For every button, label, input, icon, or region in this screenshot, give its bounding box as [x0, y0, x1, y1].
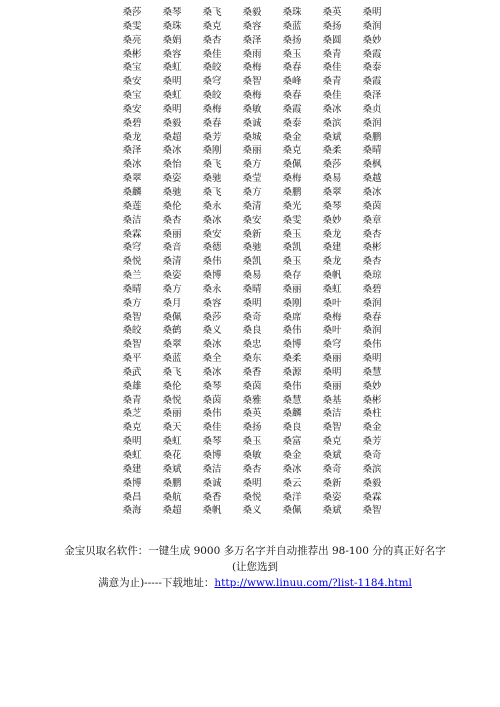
name-cell: 桑琴 — [322, 200, 342, 212]
name-cell: 桑奇 — [322, 463, 342, 475]
name-cell: 桑皎 — [202, 90, 222, 102]
name-cell: 桑冰 — [362, 186, 382, 198]
name-cell: 桑明 — [242, 477, 262, 489]
name-cell: 桑智 — [242, 76, 262, 88]
name-cell: 桑宝 — [122, 90, 142, 102]
name-cell: 桑新 — [322, 477, 342, 489]
name-cell: 桑碧 — [362, 283, 382, 295]
name-cell: 桑克 — [282, 145, 302, 157]
name-cell: 桑叶 — [322, 325, 342, 337]
name-cell: 桑梅 — [282, 173, 302, 185]
name-cell: 桑斌 — [162, 463, 182, 475]
name-cell: 桑易 — [242, 270, 262, 282]
name-cell: 桑莎 — [122, 7, 142, 18]
name-cell: 桑云 — [282, 477, 302, 489]
name-cell: 桑海 — [122, 505, 142, 517]
name-cell: 桑斌 — [322, 131, 342, 143]
name-cell: 桑安 — [242, 214, 262, 226]
name-cell: 桑伟 — [282, 325, 302, 337]
name-cell: 桑穹 — [322, 339, 342, 351]
name-cell: 桑方 — [242, 186, 262, 198]
name-cell: 桑丽 — [322, 380, 342, 392]
name-cell: 桑天 — [162, 422, 182, 434]
name-cell: 桑伟 — [202, 408, 222, 420]
name-cell: 桑丽 — [282, 283, 302, 295]
name-cell: 桑杏 — [202, 34, 222, 46]
name-cell: 桑穹 — [122, 242, 142, 254]
name-cell: 桑冰 — [282, 463, 302, 475]
name-cell: 桑柔 — [282, 353, 302, 365]
name-cell: 桑佳 — [322, 90, 342, 102]
name-cell: 桑雯 — [282, 214, 302, 226]
name-cell: 桑博 — [122, 477, 142, 489]
name-cell: 桑悦 — [122, 256, 142, 268]
name-cell: 桑冰 — [162, 145, 182, 157]
name-cell: 桑飞 — [202, 159, 222, 171]
name-cell: 桑虹 — [122, 450, 142, 461]
name-cell: 桑柔 — [322, 145, 342, 157]
name-cell: 桑杏 — [362, 256, 382, 268]
name-cell: 桑洁 — [322, 408, 342, 420]
name-cell: 桑伟 — [362, 339, 382, 351]
name-cell: 桑诚 — [242, 117, 262, 129]
name-cell: 桑佳 — [322, 62, 342, 74]
name-cell: 桑扬 — [242, 422, 262, 434]
name-cell: 桑雄 — [122, 380, 142, 392]
name-cell: 桑博 — [202, 270, 222, 282]
name-cell: 桑雅 — [242, 394, 262, 406]
name-cell: 桑丽 — [162, 228, 182, 240]
name-cell: 桑清 — [162, 256, 182, 268]
name-cell: 桑莹 — [242, 173, 262, 185]
name-cell: 桑琼 — [362, 270, 382, 282]
name-cell: 桑龙 — [122, 131, 142, 143]
name-cell: 桑基 — [322, 394, 342, 406]
name-cell: 桑源 — [282, 366, 302, 378]
name-cell: 桑平 — [122, 353, 142, 365]
name-cell: 桑飞 — [162, 366, 182, 378]
download-link[interactable]: http://www.linuu.com/?list-1184.html — [214, 577, 412, 589]
name-cell: 桑妙 — [362, 34, 382, 46]
name-cell: 桑安 — [122, 103, 142, 115]
name-cell: 桑春 — [282, 90, 302, 102]
name-cell: 桑晴 — [362, 145, 382, 157]
name-cell: 桑润 — [362, 297, 382, 309]
name-cell: 桑新 — [242, 228, 262, 240]
name-cell: 桑安 — [202, 228, 222, 240]
name-cell: 桑存 — [282, 270, 302, 282]
name-cell: 桑霞 — [362, 48, 382, 60]
name-cell: 桑滨 — [362, 463, 382, 475]
footer-promo — [60, 543, 450, 591]
name-cell: 桑越 — [362, 173, 382, 185]
name-cell: 桑克 — [322, 436, 342, 448]
name-cell: 桑芳 — [202, 131, 222, 143]
name-cell: 桑泽 — [242, 34, 262, 46]
name-cell: 桑丽 — [242, 145, 262, 157]
name-cell: 桑永 — [202, 200, 222, 212]
name-cell: 桑智 — [122, 311, 142, 323]
name-cell: 桑玉 — [282, 228, 302, 240]
name-cell: 桑芝 — [122, 408, 142, 420]
name-cell: 桑良 — [242, 325, 262, 337]
name-cell: 桑莎 — [202, 311, 222, 323]
name-cell: 桑芳 — [362, 436, 382, 448]
name-cell: 桑克 — [122, 422, 142, 434]
name-cell: 桑彬 — [362, 394, 382, 406]
name-cell: 桑英 — [242, 408, 262, 420]
name-cell: 桑冰 — [202, 214, 222, 226]
name-cell: 桑麟 — [122, 186, 142, 198]
name-cell: 桑鹏 — [162, 477, 182, 489]
footer-line-2 — [60, 575, 450, 591]
name-cell: 桑圆 — [322, 34, 342, 46]
name-cell: 桑泰 — [362, 62, 382, 74]
name-cell: 桑妙 — [362, 380, 382, 392]
name-cell: 桑刚 — [282, 297, 302, 309]
name-cell: 桑麟 — [282, 408, 302, 420]
name-cell: 桑昌 — [122, 491, 142, 503]
name-cell: 桑峰 — [282, 76, 302, 88]
name-cell: 桑敏 — [242, 103, 262, 115]
name-cell: 桑飞 — [202, 7, 222, 18]
name-cell: 桑贞 — [362, 103, 382, 115]
name-cell: 桑武 — [122, 366, 142, 378]
name-cell: 桑鹏 — [282, 186, 302, 198]
name-cell: 桑翠 — [122, 173, 142, 185]
name-cell: 桑明 — [162, 103, 182, 115]
name-cell: 桑航 — [162, 491, 182, 503]
name-cell: 桑亮 — [122, 34, 142, 46]
name-cell: 桑丽 — [162, 408, 182, 420]
name-cell: 桑虹 — [162, 90, 182, 102]
name-cell: 桑明 — [162, 76, 182, 88]
name-cell: 桑洁 — [202, 463, 222, 475]
name-cell: 桑义 — [202, 325, 222, 337]
name-cell: 桑容 — [242, 20, 262, 32]
name-cell: 桑柱 — [362, 408, 382, 420]
name-cell: 桑洋 — [282, 491, 302, 503]
name-cell: 桑驰 — [242, 242, 262, 254]
name-cell: 桑诚 — [202, 477, 222, 489]
name-cell: 桑慧 — [282, 394, 302, 406]
name-cell: 桑穹 — [202, 76, 222, 88]
name-cell: 桑冰 — [202, 366, 222, 378]
name-cell: 桑超 — [162, 131, 182, 143]
name-cell: 桑毅 — [362, 477, 382, 489]
name-cell: 桑晴 — [242, 283, 262, 295]
name-cell: 桑佩 — [282, 159, 302, 171]
name-cell: 桑超 — [162, 505, 182, 517]
name-cell: 桑扬 — [282, 34, 302, 46]
name-cell: 桑扬 — [322, 20, 342, 32]
name-cell: 桑明 — [122, 436, 142, 448]
name-cell: 桑滨 — [322, 117, 342, 129]
name-cell: 桑洁 — [122, 214, 142, 226]
name-cell: 桑月 — [162, 297, 182, 309]
name-cell: 桑琴 — [202, 380, 222, 392]
name-cell: 桑怡 — [162, 159, 182, 171]
name-cell: 桑霖 — [122, 228, 142, 240]
name-cell: 桑杏 — [362, 228, 382, 240]
name-cell: 桑莎 — [322, 159, 342, 171]
name-cell: 桑龙 — [322, 256, 342, 268]
name-cell: 桑刚 — [202, 145, 222, 157]
name-cell: 桑伦 — [162, 200, 182, 212]
name-cell: 桑斌 — [322, 450, 342, 461]
name-cell: 桑城 — [242, 131, 262, 143]
name-cell: 桑易 — [322, 173, 342, 185]
name-cell: 桑席 — [282, 311, 302, 323]
name-cell: 桑兰 — [122, 270, 142, 282]
name-cell: 桑莲 — [122, 200, 142, 212]
name-cell: 桑雨 — [242, 48, 262, 60]
name-cell: 桑梅 — [322, 311, 342, 323]
name-cell: 桑皎 — [122, 325, 142, 337]
name-cell: 桑博 — [202, 450, 222, 461]
name-cell: 桑冰 — [322, 103, 342, 115]
name-cell: 桑玉 — [242, 436, 262, 448]
name-cell: 桑彬 — [122, 48, 142, 60]
name-cell: 桑春 — [282, 62, 302, 74]
name-cell: 桑慧 — [362, 366, 382, 378]
name-cell: 桑琴 — [202, 436, 222, 448]
name-cell: 桑伦 — [162, 380, 182, 392]
name-cell: 桑茵 — [242, 380, 262, 392]
name-cell: 桑妙 — [322, 214, 342, 226]
name-cell: 桑章 — [362, 214, 382, 226]
name-cell: 桑驰 — [202, 173, 222, 185]
name-cell: 桑明 — [362, 353, 382, 365]
name-cell: 桑方 — [242, 159, 262, 171]
name-cell: 桑方 — [162, 283, 182, 295]
name-cell: 桑佳 — [202, 422, 222, 434]
name-cell: 桑明 — [242, 297, 262, 309]
names-grid — [112, 6, 392, 518]
name-cell: 桑悦 — [162, 394, 182, 406]
name-cell: 桑霖 — [362, 491, 382, 503]
name-cell: 桑敏 — [242, 450, 262, 461]
name-cell: 桑东 — [242, 353, 262, 365]
name-cell: 桑冰 — [202, 339, 222, 351]
name-cell: 桑春 — [362, 311, 382, 323]
name-cell: 桑全 — [202, 353, 222, 365]
name-cell: 桑皎 — [202, 62, 222, 74]
name-cell: 桑金 — [362, 422, 382, 434]
name-cell: 桑晴 — [122, 283, 142, 295]
name-cell: 桑姿 — [322, 491, 342, 503]
name-cell: 桑雯 — [122, 20, 142, 32]
name-cell: 桑义 — [242, 505, 262, 517]
name-cell: 桑虹 — [162, 436, 182, 448]
name-cell: 桑凯 — [242, 256, 262, 268]
name-cell: 桑珠 — [282, 7, 302, 18]
name-cell: 桑光 — [282, 200, 302, 212]
name-cell: 桑智 — [362, 505, 382, 517]
name-cell: 桑蓝 — [162, 353, 182, 365]
name-cell: 桑良 — [282, 422, 302, 434]
name-cell: 桑青 — [322, 76, 342, 88]
name-cell: 桑泽 — [362, 90, 382, 102]
name-cell: 桑梅 — [202, 103, 222, 115]
name-cell: 桑润 — [362, 117, 382, 129]
name-cell: 桑龙 — [322, 228, 342, 240]
name-cell: 桑青 — [122, 394, 142, 406]
name-cell: 桑佩 — [282, 505, 302, 517]
name-cell: 桑梅 — [242, 62, 262, 74]
name-cell: 桑丽 — [322, 353, 342, 365]
name-cell: 桑智 — [122, 339, 142, 351]
name-cell: 桑润 — [362, 325, 382, 337]
name-cell: 桑毅 — [162, 117, 182, 129]
name-cell: 桑容 — [202, 297, 222, 309]
name-cell: 桑香 — [202, 491, 222, 503]
name-cell: 桑枫 — [362, 159, 382, 171]
name-cell: 桑花 — [162, 450, 182, 461]
name-cell: 桑佳 — [202, 48, 222, 60]
name-cell: 桑清 — [242, 200, 262, 212]
name-cell: 桑彬 — [362, 242, 382, 254]
name-cell: 桑忠 — [242, 339, 262, 351]
name-cell: 桑蓝 — [282, 20, 302, 32]
name-cell: 桑斌 — [322, 505, 342, 517]
name-cell: 桑明 — [322, 366, 342, 378]
name-cell: 桑凯 — [282, 242, 302, 254]
name-cell: 桑泰 — [282, 117, 302, 129]
name-cell: 桑建 — [122, 463, 142, 475]
name-cell: 桑虹 — [322, 283, 342, 295]
name-cell: 桑宝 — [122, 62, 142, 74]
name-cell: 桑冰 — [122, 159, 142, 171]
name-cell: 桑明 — [362, 7, 382, 18]
name-cell: 桑玉 — [282, 256, 302, 268]
name-cell: 桑鹏 — [362, 131, 382, 143]
name-cell: 桑克 — [202, 20, 222, 32]
name-cell: 桑春 — [202, 117, 222, 129]
footer-line-1: 金宝贝取名软件：一键生成 9000 多万名字并自动推荐出 98-100 分的真正好名字(让您选到 — [64, 545, 446, 573]
name-cell: 桑容 — [162, 48, 182, 60]
name-cell: 桑杏 — [162, 214, 182, 226]
name-cell: 桑鹤 — [162, 325, 182, 337]
name-cell: 桑霞 — [362, 76, 382, 88]
name-cell: 桑玉 — [282, 48, 302, 60]
name-cell: 桑方 — [122, 297, 142, 309]
name-cell: 桑悦 — [242, 491, 262, 503]
name-cell: 桑翠 — [322, 186, 342, 198]
name-cell: 桑英 — [322, 7, 342, 18]
name-cell: 桑杏 — [242, 463, 262, 475]
name-cell: 桑永 — [202, 283, 222, 295]
name-cell: 桑叶 — [322, 297, 342, 309]
name-cell: 桑梅 — [242, 90, 262, 102]
name-cell: 桑伟 — [282, 380, 302, 392]
name-cell: 桑伟 — [202, 256, 222, 268]
name-cell: 桑奇 — [242, 311, 262, 323]
name-cell: 桑琴 — [162, 7, 182, 18]
name-cell: 桑茵 — [362, 200, 382, 212]
name-cell: 桑润 — [362, 20, 382, 32]
name-cell: 桑帆 — [202, 505, 222, 517]
name-cell: 桑金 — [282, 131, 302, 143]
name-cell: 桑姿 — [162, 173, 182, 185]
name-cell: 桑智 — [322, 422, 342, 434]
name-cell: 桑泽 — [122, 145, 142, 157]
name-cell: 桑珠 — [162, 20, 182, 32]
name-cell: 桑驰 — [162, 186, 182, 198]
footer-line-2-prefix: 满意为止)-----下载地址： — [98, 577, 215, 589]
name-cell: 桑毅 — [242, 7, 262, 18]
name-cell: 桑音 — [162, 242, 182, 254]
name-cell: 桑娟 — [162, 34, 182, 46]
name-cell: 桑安 — [122, 76, 142, 88]
name-cell: 桑碧 — [122, 117, 142, 129]
name-cell: 桑建 — [322, 242, 342, 254]
name-cell: 桑茵 — [202, 394, 222, 406]
name-cell: 桑佩 — [162, 311, 182, 323]
name-cell: 桑富 — [282, 436, 302, 448]
name-cell: 桑奇 — [362, 450, 382, 461]
name-cell: 桑金 — [282, 450, 302, 461]
name-cell: 桑青 — [322, 48, 342, 60]
name-cell: 桑帆 — [322, 270, 342, 282]
name-cell: 桑德 — [202, 242, 222, 254]
name-cell: 桑博 — [282, 339, 302, 351]
name-cell: 桑虹 — [162, 62, 182, 74]
name-cell: 桑姿 — [162, 270, 182, 282]
name-cell: 桑霞 — [282, 103, 302, 115]
name-cell: 桑飞 — [202, 186, 222, 198]
name-cell: 桑香 — [242, 366, 262, 378]
name-cell: 桑翠 — [162, 339, 182, 351]
